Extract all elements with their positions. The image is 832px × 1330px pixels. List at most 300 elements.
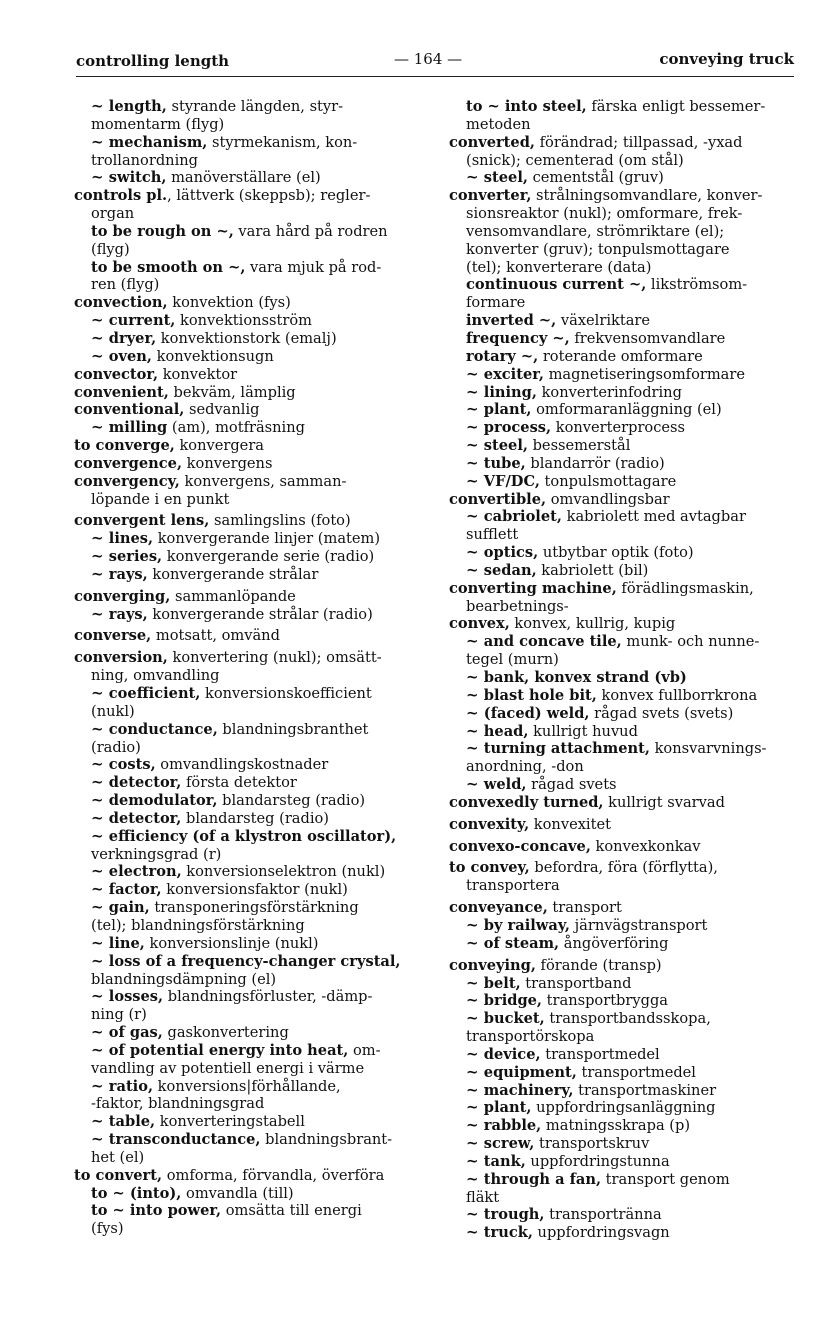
entry-continuation: anordning, -don xyxy=(466,758,584,776)
entry-line xyxy=(449,598,801,616)
swung-dash: ~ xyxy=(466,1009,484,1028)
entry-term: convex, xyxy=(449,615,510,633)
entry-line xyxy=(74,330,432,348)
dictionary-subentry xyxy=(74,899,432,935)
swung-dash: ~ xyxy=(466,1062,484,1081)
right-column xyxy=(449,98,801,1242)
entry-continuation: ning (r) xyxy=(91,1006,147,1024)
entry-definition: matningsskrapa (p) xyxy=(541,1117,691,1135)
dictionary-headword-entry xyxy=(74,294,432,312)
dictionary-headword-entry xyxy=(449,187,801,276)
entry-line xyxy=(449,187,801,205)
entry-definition: sedvanlig xyxy=(184,401,260,419)
dictionary-subentry xyxy=(449,669,801,687)
entry-continuation: (flyg) xyxy=(91,240,130,258)
entry-line xyxy=(74,828,432,846)
entry-term: plant, xyxy=(483,401,532,419)
dictionary-subentry xyxy=(449,384,801,402)
dictionary-subentry xyxy=(449,1064,801,1082)
swung-dash: ~ xyxy=(466,1169,484,1188)
entry-definition: järnvägstransport xyxy=(569,916,708,934)
entry-term: steel, xyxy=(483,169,528,187)
entry-line xyxy=(449,437,801,455)
entry-definition: konversionsfaktor (nukl) xyxy=(161,881,348,899)
dictionary-headword-entry xyxy=(74,437,432,455)
swung-dash: ~ xyxy=(466,364,484,383)
entry-term: device, xyxy=(483,1045,541,1063)
dictionary-subentry xyxy=(74,606,432,624)
entry-term: to ~ into steel, xyxy=(466,98,587,115)
entry-term: converging, xyxy=(74,587,171,605)
entry-continuation: ning, omvandling xyxy=(91,667,220,685)
entry-line xyxy=(449,384,801,402)
swung-dash: ~ xyxy=(91,168,109,187)
entry-line xyxy=(74,1185,432,1203)
dictionary-subentry xyxy=(449,935,801,953)
entry-definition: strålningsomvandlare, konver- xyxy=(531,187,763,205)
swung-dash: ~ xyxy=(466,739,484,758)
entry-term: to ~ into power, xyxy=(91,1202,222,1220)
dictionary-subentry xyxy=(74,685,432,721)
swung-dash: ~ xyxy=(91,1130,109,1149)
entry-definition: omvandlingskostnader xyxy=(155,756,329,774)
entry-line xyxy=(74,312,432,330)
dictionary-subentry xyxy=(449,1082,801,1100)
entry-term: convergency, xyxy=(74,472,180,490)
entry-term: lining, xyxy=(483,383,537,401)
dictionary-subentry xyxy=(74,828,432,864)
entry-term: to convert, xyxy=(74,1166,163,1184)
swung-dash: ~ xyxy=(91,564,109,583)
entry-line xyxy=(449,975,801,993)
entry-term: tube, xyxy=(483,454,526,472)
swung-dash: ~ xyxy=(91,951,109,970)
entry-term: to ~ (into), xyxy=(91,1184,182,1202)
entry-line xyxy=(449,615,801,633)
entry-term: convenient, xyxy=(74,383,169,401)
dictionary-subentry xyxy=(449,1206,801,1224)
entry-definition: blandningsbranthet xyxy=(217,720,369,738)
swung-dash: ~ xyxy=(466,933,484,952)
dictionary-headword-entry xyxy=(74,1167,432,1185)
entry-definition: kullrigt svarvad xyxy=(603,793,725,811)
swung-dash: ~ xyxy=(466,168,484,187)
entry-definition: förändrad; tillpassad, -yxad xyxy=(535,133,743,151)
entry-term: by railway, xyxy=(483,916,570,934)
entry-line xyxy=(74,953,432,971)
swung-dash: ~ xyxy=(91,755,109,774)
entry-line xyxy=(449,1028,801,1046)
entry-term: through a fan, xyxy=(483,1170,602,1188)
entry-line xyxy=(449,1206,801,1224)
entry-line xyxy=(449,98,801,116)
entry-term: tank, xyxy=(483,1152,526,1170)
entry-definition: befordra, föra (förflytta), xyxy=(529,859,718,877)
entry-line xyxy=(449,935,801,953)
entry-continuation: vandling av potentiell energi i värme xyxy=(91,1059,365,1077)
entry-term: convexity, xyxy=(449,815,530,833)
entry-line xyxy=(74,606,432,624)
dictionary-headword-entry xyxy=(74,512,432,530)
entry-continuation: (tel); konverterare (data) xyxy=(466,258,652,276)
entry-definition: färska enligt bessemer- xyxy=(586,98,766,115)
entry-term: exciter, xyxy=(483,365,544,383)
entry-line xyxy=(449,633,801,651)
entry-term: continuous current ~, xyxy=(466,276,647,294)
entry-continuation: momentarm (flyg) xyxy=(91,115,225,133)
dictionary-subentry xyxy=(449,975,801,993)
dictionary-subentry xyxy=(449,98,801,134)
entry-continuation: konverter (gruv); tonpulsmottagare xyxy=(466,240,730,258)
entry-term: factor, xyxy=(108,881,162,899)
swung-dash: ~ xyxy=(466,1098,484,1117)
entry-line xyxy=(449,705,801,723)
entry-line xyxy=(74,116,432,134)
dictionary-subentry xyxy=(449,1224,801,1242)
entry-definition: bessemerstål xyxy=(527,437,631,455)
entry-term: conductance, xyxy=(108,720,218,738)
entry-definition: vara hård på rodren xyxy=(233,222,388,240)
entry-term: lines, xyxy=(108,530,154,548)
swung-dash: ~ xyxy=(91,97,109,115)
entry-definition: gaskonvertering xyxy=(162,1024,289,1042)
page-header xyxy=(76,52,794,72)
entry-term: line, xyxy=(108,934,145,952)
dictionary-subentry xyxy=(74,774,432,792)
dictionary-subentry xyxy=(449,312,801,330)
entry-line xyxy=(449,580,801,598)
entry-definition: , lättverk (skeppsb); regler- xyxy=(167,187,371,205)
entry-term: trough, xyxy=(483,1206,545,1224)
dictionary-subentry xyxy=(74,419,432,437)
entry-line xyxy=(74,512,432,530)
entry-line xyxy=(74,366,432,384)
entry-definition: uppfordringsanläggning xyxy=(531,1099,716,1117)
dictionary-subentry xyxy=(74,792,432,810)
entry-definition: transportränna xyxy=(544,1206,662,1224)
dictionary-subentry xyxy=(74,259,432,295)
entry-term: convection, xyxy=(74,294,168,312)
dictionary-subentry xyxy=(449,330,801,348)
swung-dash: ~ xyxy=(91,529,109,548)
swung-dash: ~ xyxy=(91,773,109,792)
swung-dash: ~ xyxy=(466,543,484,562)
entry-term: inverted ~, xyxy=(466,312,557,330)
entry-definition: transportskruv xyxy=(534,1135,650,1153)
entry-term: table, xyxy=(108,1113,156,1131)
dictionary-headword-entry xyxy=(74,384,432,402)
swung-dash: ~ xyxy=(466,1151,484,1170)
entry-definition: konvektionsström xyxy=(175,312,312,330)
dictionary-subentry xyxy=(449,562,801,580)
entry-line xyxy=(449,330,801,348)
entry-line xyxy=(449,957,801,975)
dictionary-headword-entry xyxy=(74,401,432,419)
dictionary-subentry xyxy=(449,348,801,366)
dictionary-subentry xyxy=(449,1171,801,1207)
dictionary-subentry xyxy=(449,1117,801,1135)
swung-dash: ~ xyxy=(466,560,484,579)
entry-continuation: (radio) xyxy=(91,738,141,756)
swung-dash: ~ xyxy=(91,547,109,566)
dictionary-subentry xyxy=(74,1113,432,1131)
entry-definition: roterande omformare xyxy=(538,347,703,365)
entry-continuation: (tel); blandningsförstärkning xyxy=(91,916,305,934)
entry-term: switch, xyxy=(108,169,167,187)
entry-definition: transportmedel xyxy=(576,1063,696,1081)
entry-line xyxy=(74,294,432,312)
entry-line xyxy=(449,134,801,152)
swung-dash: ~ xyxy=(91,418,109,437)
dictionary-subentry xyxy=(74,548,432,566)
entry-term: steel, xyxy=(483,437,528,455)
entry-line xyxy=(449,794,801,812)
swung-dash: ~ xyxy=(466,1134,484,1153)
swung-dash: ~ xyxy=(91,1040,109,1059)
entry-line xyxy=(74,685,432,703)
entry-definition: styrande längden, styr- xyxy=(166,98,344,115)
swung-dash: ~ xyxy=(466,1116,484,1135)
entry-term: head, xyxy=(483,722,529,740)
entry-line xyxy=(449,992,801,1010)
entry-line xyxy=(449,562,801,580)
dictionary-headword-entry xyxy=(74,627,432,645)
entry-continuation: tegel (murn) xyxy=(466,651,559,669)
entry-definition: kabriolett med avtagbar xyxy=(561,508,746,526)
entry-term: converted, xyxy=(449,133,535,151)
dictionary-headword-entry xyxy=(449,794,801,812)
swung-dash: ~ xyxy=(91,1076,109,1095)
entry-line xyxy=(74,384,432,402)
dictionary-subentry xyxy=(74,134,432,170)
entry-term: to be smooth on ~, xyxy=(91,258,246,276)
entry-term: belt, xyxy=(483,974,521,992)
entry-term: oven, xyxy=(108,347,152,365)
entry-definition: motsatt, omvänd xyxy=(151,627,280,645)
entry-term: rabble, xyxy=(483,1117,542,1135)
entry-definition: frekvensomvandlare xyxy=(569,329,726,347)
entry-term: convergence, xyxy=(74,454,183,472)
entry-definition: konvergerande linjer (matem) xyxy=(153,530,381,548)
entry-continuation: het (el) xyxy=(91,1148,145,1166)
entry-line xyxy=(449,455,801,473)
swung-dash: ~ xyxy=(466,668,484,686)
dictionary-subentry xyxy=(449,455,801,473)
dictionary-subentry xyxy=(74,1185,432,1203)
entry-term: blast hole bit, xyxy=(483,686,597,704)
entry-line xyxy=(74,548,432,566)
entry-continuation: löpande i en punkt xyxy=(91,490,230,508)
swung-dash: ~ xyxy=(91,1112,109,1131)
entry-line xyxy=(449,276,801,294)
entry-line xyxy=(74,169,432,187)
entry-definition: omvandla (till) xyxy=(181,1184,294,1202)
entry-definition: (am), motfräsning xyxy=(167,419,305,437)
entry-continuation: sufflett xyxy=(466,526,519,544)
entry-line xyxy=(74,971,432,989)
dictionary-subentry xyxy=(449,473,801,491)
entry-line xyxy=(74,774,432,792)
entry-line xyxy=(449,401,801,419)
entry-line xyxy=(74,881,432,899)
swung-dash: ~ xyxy=(466,453,484,472)
entry-line xyxy=(74,205,432,223)
entry-term: convexo-concave, xyxy=(449,837,591,855)
entry-definition: rågad svets (svets) xyxy=(589,704,734,722)
entry-term: convexedly turned, xyxy=(449,793,604,811)
entry-definition: likströmsom- xyxy=(646,276,748,294)
dictionary-headword-entry xyxy=(449,899,801,917)
entry-definition: konvergera xyxy=(174,437,264,455)
entry-term: turning attachment, xyxy=(483,740,650,758)
entry-definition: konvexitet xyxy=(529,815,611,833)
entry-term: controls pl. xyxy=(74,187,168,205)
entry-line xyxy=(449,1082,801,1100)
entry-definition: ångöverföring xyxy=(559,934,669,952)
dictionary-headword-entry xyxy=(74,455,432,473)
entry-definition: konvektor xyxy=(158,365,238,383)
entry-term: rotary ~, xyxy=(466,347,539,365)
entry-line xyxy=(449,526,801,544)
entry-definition: rågad svets xyxy=(526,776,617,794)
entry-line xyxy=(74,1095,432,1113)
entry-definition: konversionskoefficient xyxy=(200,685,372,702)
entry-term: current, xyxy=(108,312,176,330)
swung-dash: ~ xyxy=(91,719,109,738)
entry-line xyxy=(74,259,432,277)
entry-term: convertible, xyxy=(449,490,547,508)
entry-term: truck, xyxy=(483,1224,533,1242)
dictionary-subentry xyxy=(449,1099,801,1117)
header-left-guideword: controlling length xyxy=(76,52,230,70)
dictionary-subentry xyxy=(449,419,801,437)
entry-continuation: (snick); cementerad (om stål) xyxy=(466,151,684,169)
swung-dash: ~ xyxy=(91,880,109,899)
entry-definition: bekväm, lämplig xyxy=(168,383,296,401)
swung-dash: ~ xyxy=(466,1205,484,1224)
entry-definition: manöverställare (el) xyxy=(166,169,321,187)
entry-continuation: blandningsdämpning (el) xyxy=(91,970,277,988)
entry-definition: transportbrygga xyxy=(542,992,669,1010)
entry-term: rays, xyxy=(108,605,148,623)
entry-line xyxy=(74,134,432,152)
entry-continuation: organ xyxy=(91,205,135,223)
dictionary-headword-entry xyxy=(449,615,801,633)
entry-term: loss of a frequency-changer crystal, xyxy=(108,952,401,970)
swung-dash: ~ xyxy=(466,436,484,455)
dictionary-subentry xyxy=(74,988,432,1024)
entry-definition: om- xyxy=(348,1041,381,1059)
entry-line xyxy=(74,1202,432,1220)
entry-definition: sammanlöpande xyxy=(170,587,296,605)
dictionary-headword-entry xyxy=(449,580,801,616)
entry-definition: transport genom xyxy=(601,1170,730,1188)
entry-term: converse, xyxy=(74,627,152,645)
entry-term: screw, xyxy=(483,1135,535,1153)
entry-continuation: bearbetnings- xyxy=(466,597,569,615)
entry-definition: konversionslinje (nukl) xyxy=(144,934,319,952)
entry-definition: transportmedel xyxy=(540,1045,660,1063)
entry-term: weld, xyxy=(483,776,527,794)
entry-line xyxy=(74,667,432,685)
entry-line xyxy=(449,205,801,223)
entry-definition: transportmaskiner xyxy=(573,1081,717,1099)
entry-line xyxy=(74,473,432,491)
entry-line xyxy=(74,1220,432,1238)
swung-dash: ~ xyxy=(91,933,109,952)
entry-definition: styrmekanism, kon- xyxy=(207,133,358,151)
entry-term: to converge, xyxy=(74,437,175,455)
dictionary-headword-entry xyxy=(74,366,432,384)
dictionary-subentry xyxy=(74,721,432,757)
dictionary-subentry xyxy=(74,1131,432,1167)
entry-term: coefficient, xyxy=(108,685,201,702)
entry-term: of potential energy into heat, xyxy=(108,1041,349,1059)
entry-term: series, xyxy=(108,548,163,566)
entry-definition: munk- och nunne- xyxy=(621,633,760,651)
dictionary-subentry xyxy=(449,544,801,562)
entry-line xyxy=(449,312,801,330)
entry-term: to convey, xyxy=(449,859,530,877)
entry-line xyxy=(449,116,801,134)
swung-dash: ~ xyxy=(91,328,109,347)
entry-term: VF/DC, xyxy=(483,472,540,490)
entry-definition: blandarrör (radio) xyxy=(525,454,665,472)
entry-definition: omformaranläggning (el) xyxy=(531,401,722,419)
dictionary-subentry xyxy=(449,401,801,419)
dictionary-headword-entry xyxy=(449,816,801,834)
entry-term: sedan, xyxy=(483,561,537,579)
entry-definition: blandningsförluster, -dämp- xyxy=(163,988,373,1006)
entry-line xyxy=(74,455,432,473)
entry-definition: konversionselektron (nukl) xyxy=(181,863,386,881)
dictionary-subentry xyxy=(74,810,432,828)
dictionary-subentry xyxy=(449,276,801,312)
dictionary-subentry xyxy=(74,312,432,330)
entry-line xyxy=(74,223,432,241)
entry-term: to be rough on ~, xyxy=(91,222,234,240)
entry-continuation: ren (flyg) xyxy=(91,276,160,294)
entry-line xyxy=(449,241,801,259)
entry-term: rays, xyxy=(108,565,148,583)
entry-line xyxy=(74,649,432,667)
entry-term: and concave tile, xyxy=(483,633,622,651)
entry-definition: konverteringstabell xyxy=(155,1113,305,1131)
entry-definition: blandarsteg (radio) xyxy=(181,809,329,827)
entry-definition: transportband xyxy=(520,974,632,992)
entry-definition: transponeringsförstärkning xyxy=(149,899,359,917)
dictionary-subentry xyxy=(449,633,801,669)
entry-line xyxy=(74,1060,432,1078)
entry-line xyxy=(74,935,432,953)
entry-continuation: (fys) xyxy=(91,1220,124,1238)
entry-definition: konvex fullborrkrona xyxy=(596,686,758,704)
entry-continuation: transportörskopa xyxy=(466,1028,595,1046)
dictionary-subentry xyxy=(449,1046,801,1064)
entry-term: (faced) weld, xyxy=(483,704,590,722)
entry-line xyxy=(449,816,801,834)
entry-line xyxy=(449,651,801,669)
entry-definition: konvergerande strålar (radio) xyxy=(147,605,373,623)
dictionary-subentry xyxy=(449,705,801,723)
entry-term: costs, xyxy=(108,756,156,774)
dictionary-headword-entry xyxy=(449,491,801,509)
dictionary-subentry xyxy=(74,348,432,366)
entry-line xyxy=(74,792,432,810)
swung-dash: ~ xyxy=(466,1080,484,1099)
entry-definition: förande (transp) xyxy=(535,956,662,974)
entry-definition: konvergens, samman- xyxy=(179,472,347,490)
